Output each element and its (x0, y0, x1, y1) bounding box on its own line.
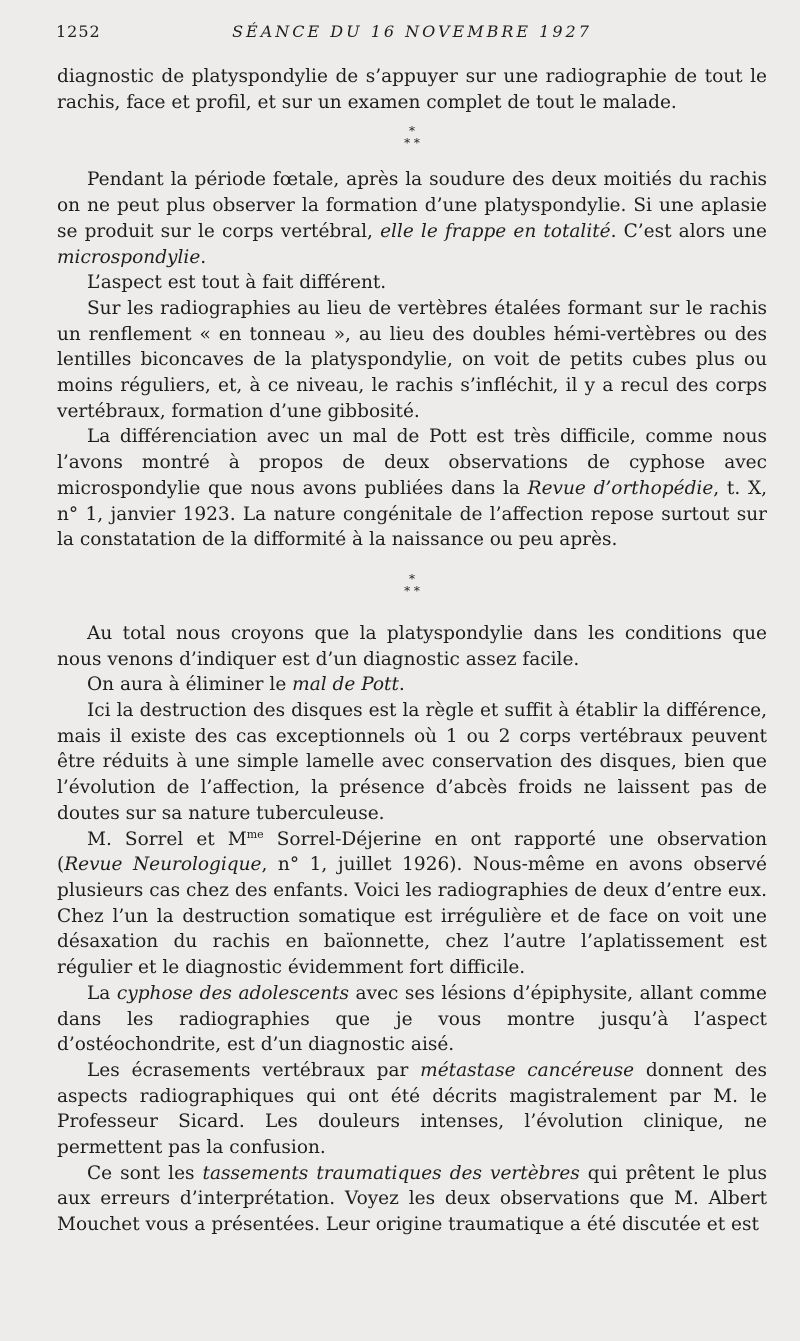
paragraph-1: diagnostic de platyspondylie de s’appuyer sur une radiographie de tout le rachis, face et profil, et sur un examen complet de tout le malade. (57, 66, 767, 113)
asterism-bottom: * * (404, 136, 420, 151)
body-text (57, 64, 767, 1238)
paragraph-12: Ce sont les tassements traumatiques des vertèbres qui prêtent le plus aux erreurs d’interprétation. Voyez les deux observations que M. Albert Mouchet vous a présentées. Leur origine traumatique a été discutée et est (57, 1162, 767, 1236)
paragraph-2: Pendant la période fœtale, après la soudure des deux moitiés du rachis on ne peut plus observer la formation d’une platyspondylie. Si une aplasie se produit sur le corps vertébral, elle le frappe en totalité. C’est alors une microspondylie. (57, 169, 767, 268)
paragraph-10: La cyphose des adolescents avec ses lésions d’épiphysite, allant comme dans les radiographies que je vous montre jusqu’à l’aspect d’ostéochondrite, est d’un diagnostic aisé. (57, 982, 768, 1056)
paragraph-8: Ici la destruction des disques est la règle et suffit à établir la différence, mais il existe des cas exceptionnels où 1 ou 2 corps vertébraux peuvent être réduits à une simple lamelle avec conservation des disques, bien que l’évolution de l’affection, la présence d’abcès froids ne laissent pas de doutes sur sa nature tuberculeuse. (57, 700, 767, 824)
asterism-top: * (409, 571, 415, 586)
paragraph-5: La différenciation avec un mal de Pott est très difficile, comme nous l’avons montré à propos de deux observations de cyphose avec microspondylie que nous avons publiées dans la Revue d’orthopédie, t. X, n° 1, janvier 1923. La nature congénitale de l’affection repose surtout sur la constatation de la difformité à la naissance ou peu après. (57, 426, 767, 551)
paragraph-9: M. Sorrel et $M^{me}$ Sorrel-Déjerine en ont rapporté une observation (Revue Neurologique, n° 1, juillet 1926). Nous-même en avons observé plusieurs cas chez des enfants. Voici les radiographies de deux d’entre eux. Chez l’un la destruction somatique est irrégulière et de face on voit une désaxation du rachis en baïonnette, chez l’autre l’aplatissement est régulier et le diagnostic évidemment fort difficile. (57, 827, 768, 979)
page-number: 1252 (56, 22, 101, 41)
paragraph-3: L’aspect est tout à fait différent. (87, 272, 387, 294)
section-break-1 (57, 115, 767, 167)
paragraph-7: On aura à éliminer le mal de Pott. (87, 674, 405, 696)
section-break-2 (57, 553, 767, 621)
running-title: SÉANCE DU 16 NOVEMBRE 1927 (232, 22, 592, 41)
paragraph-11: Les écrasements vertébraux par métastase cancéreuse donnent des aspects radiographiques qui ont été décrits magistralement par M. le Professeur Sicard. Les douleurs intenses, l’évolution clinique, ne permettent pas la confusion. (57, 1059, 767, 1159)
paragraph-4: Sur les radiographies au lieu de vertèbres étalées formant sur le rachis un renflement « en tonneau », au lieu des doubles hémi-vertèbres ou des lentilles biconcaves de la platyspondylie, on voit de petits cubes plus ou moins réguliers, et, à ce niveau, le rachis s’infléchit, il y a recul des corps vertébraux, formation d’une gibbosité. (57, 297, 767, 422)
asterism-bottom: * * (404, 583, 420, 598)
running-header (56, 22, 768, 46)
paragraph-6: Au total nous croyons que la platyspondylie dans les conditions que nous venons d’indiquer est d’un diagnostic assez facile. (57, 622, 767, 670)
asterism-top: * (409, 124, 415, 139)
